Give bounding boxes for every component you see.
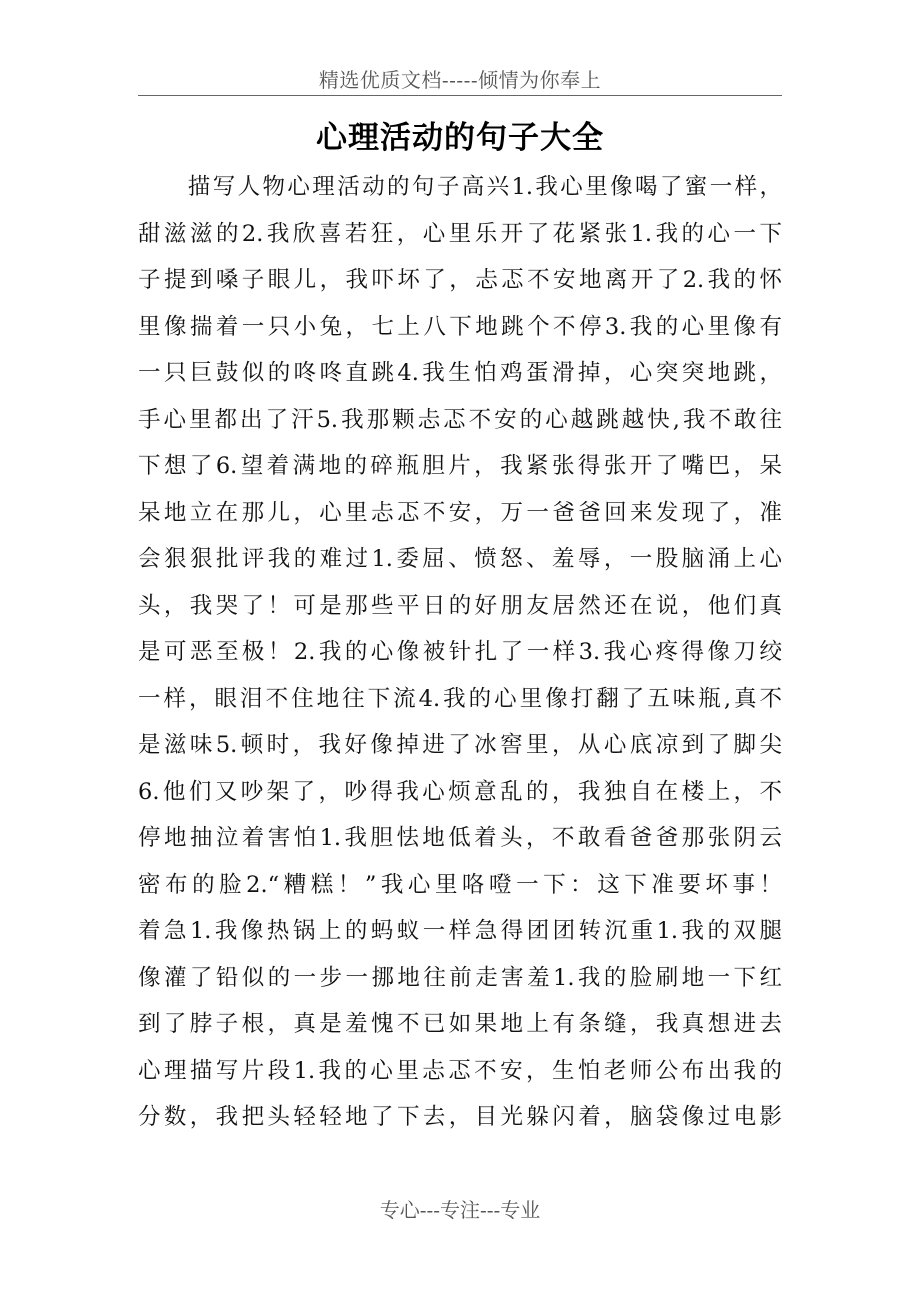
body-line: 是滋味5.顿时，我好像掉进了冰窖里，从心底凉到了脚尖 <box>138 732 782 758</box>
header-divider <box>138 95 782 96</box>
body-line: 6.他们又吵架了，吵得我心烦意乱的，我独自在楼上，不 <box>138 778 782 805</box>
body-line: 下想了6.望着满地的碎瓶胆片，我紧张得张开了嘴巴，呆 <box>138 453 782 479</box>
body-line: 是可恶至极！2.我的心像被针扎了一样3.我心疼得像刀绞 <box>138 639 782 665</box>
body-line: 甜滋滋的2.我欣喜若狂，心里乐开了花紧张1.我的心一下 <box>138 220 782 247</box>
body-line: 着急1.我像热锅上的蚂蚁一样急得团团转沉重1.我的双腿 <box>138 918 782 944</box>
document-title: 心理活动的句子大全 <box>316 120 604 156</box>
body-line: 心理描写片段1.我的心里忐忑不安，生怕老师公布出我的 <box>138 1057 782 1084</box>
body-line: 呆地立在那儿，心里忐忑不安，万一爸爸回来发现了，准 <box>138 499 782 526</box>
body-line: 描写人物心理活动的句子高兴1.我心里像喝了蜜一样， <box>138 174 782 200</box>
body-line: 里像揣着一只小兔，七上八下地跳个不停3.我的心里像有 <box>138 313 782 340</box>
body-line: 停地抽泣着害怕1.我胆怯地低着头，不敢看爸爸那张阴云 <box>138 825 782 851</box>
body-line: 密布的脸2.“糟糕！”我心里咯噔一下：这下准要坏事！ <box>138 871 782 898</box>
page-footer: 专心---专注---专业 <box>379 1198 541 1222</box>
document-body <box>138 164 782 1141</box>
page-header: 精选优质文档-----倾情为你奉上 <box>318 68 602 92</box>
body-line: 会狠狠批评我的难过1.委屈、愤怒、羞辱，一股脑涌上心 <box>138 546 782 572</box>
body-line: 子提到嗓子眼儿，我吓坏了，忐忑不安地离开了2.我的怀 <box>138 267 782 293</box>
body-line: 头，我哭了！可是那些平日的好朋友居然还在说，他们真 <box>138 592 782 619</box>
body-line: 到了脖子根，真是羞愧不已如果地上有条缝，我真想进去 <box>138 1011 782 1037</box>
body-line: 一只巨鼓似的咚咚直跳4.我生怕鸡蛋滑掉，心突突地跳， <box>138 360 782 386</box>
body-line: 像灌了铅似的一步一挪地往前走害羞1.我的脸刷地一下红 <box>138 964 782 991</box>
body-line: 一样，眼泪不住地往下流4.我的心里像打翻了五味瓶,真不 <box>138 685 782 712</box>
body-line: 手心里都出了汗5.我那颗忐忑不安的心越跳越快,我不敢往 <box>138 406 782 433</box>
body-line: 分数，我把头轻轻地了下去，目光躲闪着，脑袋像过电影 <box>138 1104 782 1130</box>
